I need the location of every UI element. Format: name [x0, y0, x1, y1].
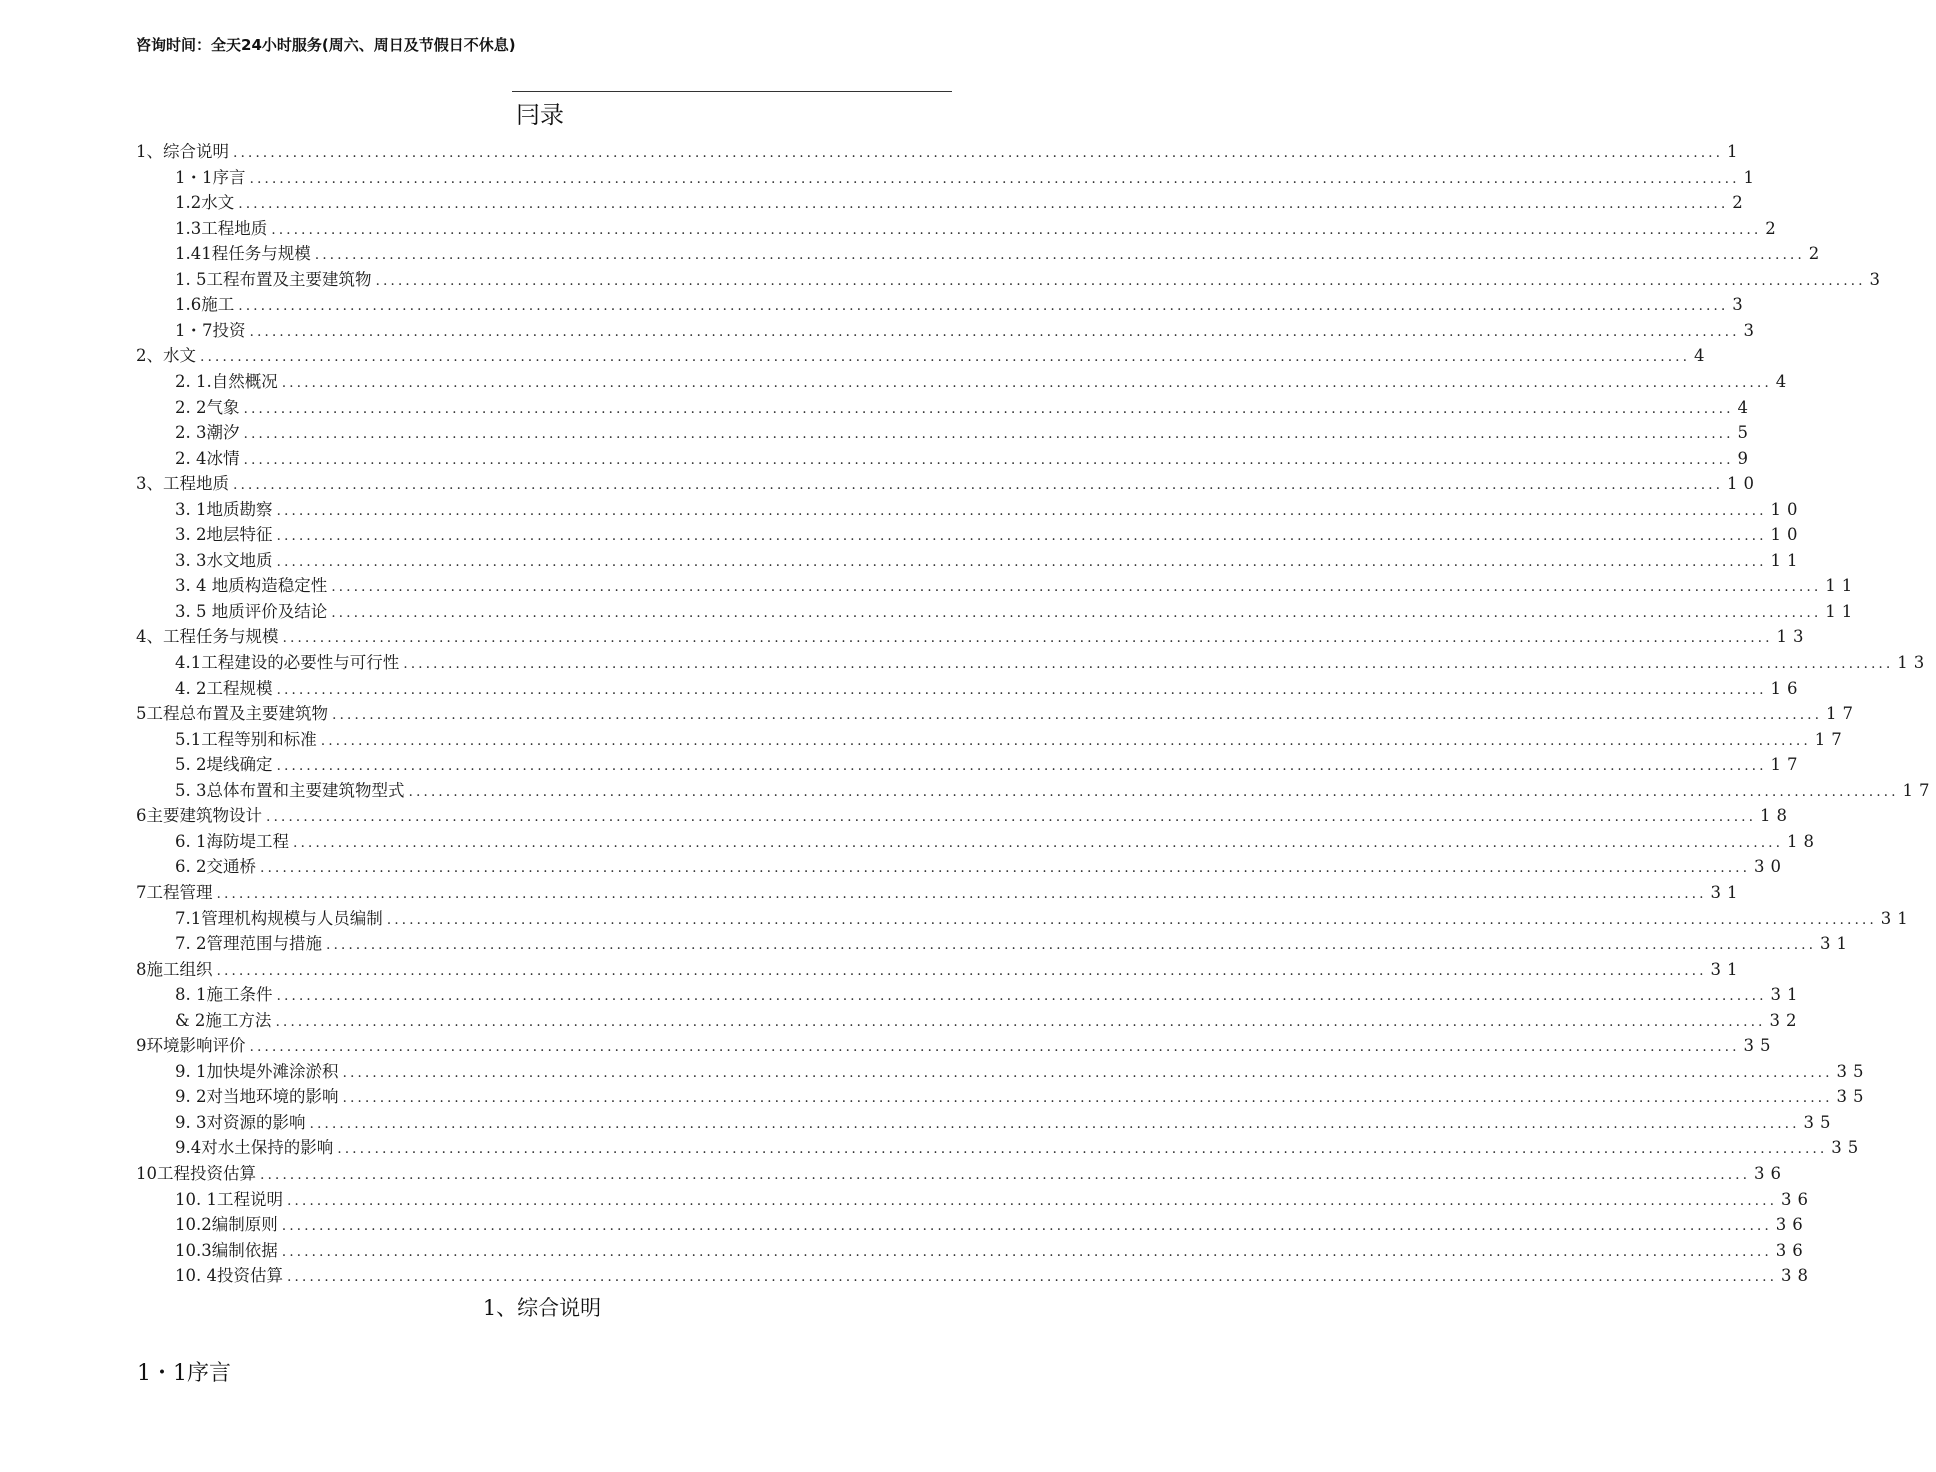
- toc-leader-dots: ........................................................................................................................................................................................................: [243, 400, 1734, 417]
- toc-leader-dots: ........................................................................................................................................................................................................: [314, 247, 1805, 264]
- toc-entry[interactable]: [175, 778, 1936, 804]
- toc-entry[interactable]: [175, 1263, 1815, 1289]
- page-header: 咨询时间：全天24小时服务(周六、周日及节假日不休息): [136, 36, 516, 54]
- toc-entry-label: 6. 2交通桥: [175, 857, 256, 877]
- toc-entry-page: 31: [1880, 908, 1914, 928]
- toc-entry-page: 2: [1732, 193, 1749, 213]
- toc-entry-page: 31: [1710, 882, 1744, 902]
- toc-entry-page: 30: [1754, 857, 1788, 877]
- header-rule: [512, 91, 952, 92]
- toc-entry[interactable]: [175, 1059, 1870, 1085]
- toc-entry[interactable]: [175, 1110, 1837, 1136]
- toc-leader-dots: ........................................................................................................................................................................................................: [249, 323, 1740, 340]
- toc-entry[interactable]: [136, 471, 1761, 497]
- toc-entry-page: 1: [1727, 142, 1744, 161]
- toc-entry[interactable]: [175, 267, 1887, 293]
- toc-entry[interactable]: [175, 318, 1761, 344]
- toc-leader-dots: ........................................................................................................................................................................................................: [249, 1039, 1740, 1056]
- toc-entry-page: 11: [1825, 576, 1859, 596]
- toc-entry[interactable]: [175, 1135, 1865, 1161]
- toc-leader-dots: ........................................................................................................................................................................................................: [276, 681, 1767, 698]
- toc-entry-page: 36: [1775, 1215, 1809, 1235]
- toc-leader-dots: ........................................................................................................................................................................................................: [281, 374, 1772, 391]
- toc-entry-page: 35: [1836, 1087, 1870, 1107]
- toc-leader-dots: ........................................................................................................................................................................................................: [375, 272, 1866, 289]
- toc-leader-dots: ........................................................................................................................................................................................................: [286, 1269, 1778, 1286]
- toc-entry-page: 17: [1814, 729, 1848, 749]
- sub-heading: 1・1序言: [137, 1361, 231, 1386]
- toc-entry-label: 7.1管理机构规模与人员编制: [175, 908, 383, 928]
- toc-entry-label: 1、综合说明: [136, 142, 229, 161]
- toc-entry-page: 10: [1770, 525, 1804, 545]
- toc-entry-page: 9: [1737, 448, 1755, 468]
- toc-entry-page: 4: [1694, 346, 1711, 366]
- toc-leader-dots: ........................................................................................................................................................................................................: [286, 1192, 1778, 1209]
- toc-entry-label: 7. 2管理范围与措施: [175, 934, 322, 954]
- toc-entry-label: 10. 1工程说明: [175, 1189, 283, 1209]
- toc-leader-dots: ........................................................................................................................................................................................................: [281, 1243, 1772, 1260]
- toc-entry-label: 5工程总布置及主要建筑物: [136, 704, 328, 724]
- toc-entry[interactable]: [175, 216, 1782, 242]
- toc-entry[interactable]: [136, 343, 1711, 369]
- toc-entry-page: 11: [1770, 550, 1804, 570]
- toc-entry[interactable]: [136, 803, 1794, 829]
- toc-entry-page: 36: [1775, 1240, 1809, 1260]
- toc-entry-label: 2. 3潮汐: [175, 423, 240, 443]
- toc-entry-page: 18: [1787, 831, 1821, 851]
- toc-leader-dots: ........................................................................................................................................................................................................: [271, 221, 1762, 238]
- toc-entry-page: 31: [1710, 959, 1744, 979]
- toc-entry[interactable]: [175, 548, 1804, 574]
- toc-entry-label: 5. 3总体布置和主要建筑物型式: [175, 780, 405, 800]
- toc-entry-page: 36: [1781, 1189, 1815, 1209]
- toc-entry-page: 35: [1803, 1112, 1837, 1132]
- toc-entry-page: 38: [1781, 1266, 1815, 1286]
- toc-entry-page: 5: [1737, 423, 1755, 443]
- toc-entry[interactable]: [175, 190, 1749, 216]
- toc-entry-label: 6主要建筑物设计: [136, 806, 262, 826]
- toc-entry[interactable]: [175, 829, 1821, 855]
- toc-entry[interactable]: [175, 573, 1859, 599]
- toc-entry-label: 2. 2气象: [175, 397, 240, 417]
- toc-entry-page: 10: [1770, 499, 1804, 519]
- toc-entry-page: 1: [1743, 167, 1761, 187]
- toc-leader-dots: ........................................................................................................................................................................................................: [243, 451, 1734, 468]
- toc-entry-label: & 2施工方法: [175, 1010, 272, 1030]
- toc-entry-label: 2. 1.自然概况: [175, 371, 278, 391]
- toc-entry-label: 3. 4 地质构造稳定性: [175, 576, 328, 596]
- toc-leader-dots: ........................................................................................................................................................................................................: [331, 579, 1822, 596]
- toc-entry-label: 3. 2地层特征: [175, 525, 273, 545]
- toc-leader-dots: ........................................................................................................................................................................................................: [293, 834, 1784, 851]
- toc-leader-dots: ........................................................................................................................................................................................................: [243, 426, 1734, 443]
- toc-entry[interactable]: [136, 701, 1860, 727]
- toc-entry[interactable]: [175, 727, 1848, 753]
- toc-entry-page: 18: [1760, 806, 1794, 826]
- toc-entry-label: 3、工程地质: [136, 474, 229, 494]
- toc-entry-label: 10.3编制依据: [175, 1240, 278, 1260]
- toc-entry-page: 13: [1897, 653, 1931, 672]
- toc-leader-dots: ........................................................................................................................................................................................................: [281, 1218, 1772, 1235]
- toc-entry-label: 9. 2对当地环境的影响: [175, 1087, 339, 1107]
- toc-entry[interactable]: [175, 1008, 1803, 1034]
- toc-entry[interactable]: [136, 624, 1810, 650]
- toc-entry[interactable]: [175, 395, 1755, 421]
- toc-entry[interactable]: [175, 854, 1788, 880]
- toc-entry-label: 3. 3水文地质: [175, 550, 273, 570]
- toc-entry[interactable]: [136, 957, 1744, 983]
- toc-entry-page: 35: [1743, 1036, 1777, 1056]
- toc-leader-dots: ........................................................................................................................................................................................................: [276, 553, 1767, 570]
- toc-entry-page: 35: [1836, 1061, 1870, 1081]
- toc-entry-page: 11: [1825, 601, 1859, 621]
- toc-entry-label: 9环境影响评价: [136, 1036, 246, 1056]
- toc-entry-label: 2、水文: [136, 346, 196, 366]
- toc-entry-label: 5.1工程等别和标准: [175, 729, 317, 749]
- toc-entry-page: 35: [1831, 1138, 1865, 1158]
- toc-leader-dots: ........................................................................................................................................................................................................: [260, 1167, 1751, 1183]
- toc-entry[interactable]: [175, 292, 1749, 318]
- toc-leader-dots: ........................................................................................................................................................................................................: [403, 656, 1894, 672]
- toc-entry-label: 1・7投资: [175, 320, 246, 340]
- toc-entry-label: 3. 1地质勘察: [175, 499, 273, 519]
- toc-entry[interactable]: [136, 1033, 1777, 1059]
- toc-entry-page: 2: [1808, 244, 1826, 264]
- toc-entry[interactable]: [175, 1084, 1870, 1110]
- toc-entry[interactable]: [175, 752, 1804, 778]
- toc-entry-page: 31: [1770, 985, 1804, 1005]
- toc-leader-dots: ........................................................................................................................................................................................................: [282, 630, 1773, 647]
- toc-leader-dots: ........................................................................................................................................................................................................: [331, 604, 1822, 621]
- toc-entry-page: 2: [1765, 218, 1782, 238]
- section-heading: 1、综合说明: [482, 1296, 602, 1320]
- toc-entry[interactable]: [136, 880, 1744, 906]
- toc-entry-label: 10工程投资估算: [136, 1164, 256, 1183]
- toc-leader-dots: ........................................................................................................................................................................................................: [337, 1141, 1828, 1158]
- toc-leader-dots: ........................................................................................................................................................................................................: [276, 528, 1767, 545]
- toc-entry[interactable]: [136, 1161, 1788, 1187]
- toc-leader-dots: ........................................................................................................................................................................................................: [276, 758, 1767, 775]
- toc-entry[interactable]: [175, 906, 1914, 932]
- toc-entry[interactable]: [175, 241, 1826, 267]
- toc-entry-label: 9.4对水土保持的影响: [175, 1138, 334, 1158]
- toc-entry-label: 1.3工程地质: [175, 218, 268, 238]
- toc-entry-page: 16: [1770, 678, 1804, 698]
- toc-entry-page: 17: [1902, 780, 1936, 800]
- toc-leader-dots: ........................................................................................................................................................................................................: [216, 962, 1707, 979]
- toc-entry-page: 4: [1775, 371, 1793, 391]
- toc-entry-label: 1・1序言: [175, 167, 246, 187]
- toc-entry-page: 17: [1826, 704, 1860, 724]
- toc-entry[interactable]: [175, 165, 1761, 191]
- toc-entry[interactable]: [175, 420, 1755, 446]
- toc-entry-label: 4、工程任务与规模: [136, 627, 279, 647]
- toc-entry-label: 3. 5 地质评价及结论: [175, 601, 328, 621]
- toc-leader-dots: ........................................................................................................................................................................................................: [342, 1064, 1833, 1081]
- toc-entry-label: 1. 5工程布置及主要建筑物: [175, 269, 372, 289]
- toc-entry-label: 9. 1加快堤外滩涂淤积: [175, 1061, 339, 1081]
- toc-entry-page: 17: [1770, 755, 1804, 775]
- toc-entry-label: 4.1工程建设的必要性与可行性: [175, 653, 400, 672]
- toc-entry-label: 10.2编制原则: [175, 1215, 278, 1235]
- toc-leader-dots: ........................................................................................................................................................................................................: [276, 502, 1767, 519]
- toc-leader-dots: ........................................................................................................................................................................................................: [266, 809, 1757, 826]
- toc-entry-page: 10: [1727, 474, 1761, 494]
- toc-entry-page: 3: [1869, 269, 1887, 289]
- toc-entry-label: 1.41程任务与规模: [175, 244, 311, 264]
- toc-entry-label: 7工程管理: [136, 882, 213, 902]
- toc-leader-dots: ........................................................................................................................................................................................................: [249, 170, 1740, 187]
- toc-leader-dots: ........................................................................................................................................................................................................: [238, 196, 1729, 213]
- toc-leader-dots: ........................................................................................................................................................................................................: [332, 707, 1823, 724]
- toc-leader-dots: ........................................................................................................................................................................................................: [260, 860, 1751, 877]
- toc-entry[interactable]: [175, 369, 1793, 395]
- toc-leader-dots: ........................................................................................................................................................................................................: [233, 477, 1724, 494]
- toc-leader-dots: ........................................................................................................................................................................................................: [216, 885, 1707, 902]
- toc-entry-page: 13: [1776, 627, 1810, 647]
- toc-leader-dots: ........................................................................................................................................................................................................: [276, 988, 1767, 1005]
- toc-entry[interactable]: [175, 1238, 1809, 1264]
- toc-leader-dots: ........................................................................................................................................................................................................: [386, 911, 1877, 928]
- toc-leader-dots: ........................................................................................................................................................................................................: [309, 1115, 1800, 1132]
- toc-leader-dots: ........................................................................................................................................................................................................: [320, 732, 1811, 749]
- toc-entry[interactable]: [175, 650, 1931, 676]
- toc-entry-label: 5. 2堤线确定: [175, 755, 273, 775]
- toc-entry[interactable]: [175, 982, 1804, 1008]
- toc-entry-label: 6. 1海防堤工程: [175, 831, 289, 851]
- toc-leader-dots: ........................................................................................................................................................................................................: [408, 783, 1899, 800]
- toc-entry[interactable]: [175, 1212, 1809, 1238]
- toc-entry[interactable]: [175, 497, 1804, 523]
- toc-leader-dots: ........................................................................................................................................................................................................: [342, 1090, 1833, 1107]
- toc-leader-dots: ........................................................................................................................................................................................................: [238, 298, 1729, 315]
- toc-entry-page: 36: [1754, 1164, 1788, 1183]
- toc-entry[interactable]: [136, 139, 1744, 165]
- toc-entry-label: 1.6施工: [175, 295, 235, 315]
- toc-entry-label: 10. 4投资估算: [175, 1266, 283, 1286]
- toc-entry-label: 8. 1施工条件: [175, 985, 273, 1005]
- toc-entry-label: 9. 3对资源的影响: [175, 1112, 306, 1132]
- toc-entry-page: 3: [1732, 295, 1749, 315]
- toc-title: 冃录: [516, 101, 564, 129]
- toc-entry[interactable]: [175, 599, 1859, 625]
- toc-entry-page: 32: [1769, 1010, 1803, 1030]
- toc-entry-label: 8施工组织: [136, 959, 213, 979]
- toc-entry[interactable]: [175, 522, 1804, 548]
- toc-entry[interactable]: [175, 1187, 1815, 1213]
- toc-entry[interactable]: [175, 931, 1854, 957]
- toc-leader-dots: ........................................................................................................................................................................................................: [326, 937, 1817, 954]
- toc-leader-dots: ........................................................................................................................................................................................................: [233, 145, 1724, 161]
- toc-entry-page: 31: [1820, 934, 1854, 954]
- toc-entry-label: 4. 2工程规模: [175, 678, 273, 698]
- toc-entry-label: 1.2水文: [175, 193, 235, 213]
- toc-entry[interactable]: [175, 446, 1755, 472]
- toc-leader-dots: ........................................................................................................................................................................................................: [275, 1013, 1766, 1030]
- toc-entry-page: 3: [1743, 320, 1761, 340]
- toc-entry[interactable]: [175, 676, 1804, 702]
- toc-entry-label: 2. 4冰情: [175, 448, 240, 468]
- toc-entry-page: 4: [1737, 397, 1755, 417]
- toc-leader-dots: ........................................................................................................................................................................................................: [200, 349, 1691, 366]
